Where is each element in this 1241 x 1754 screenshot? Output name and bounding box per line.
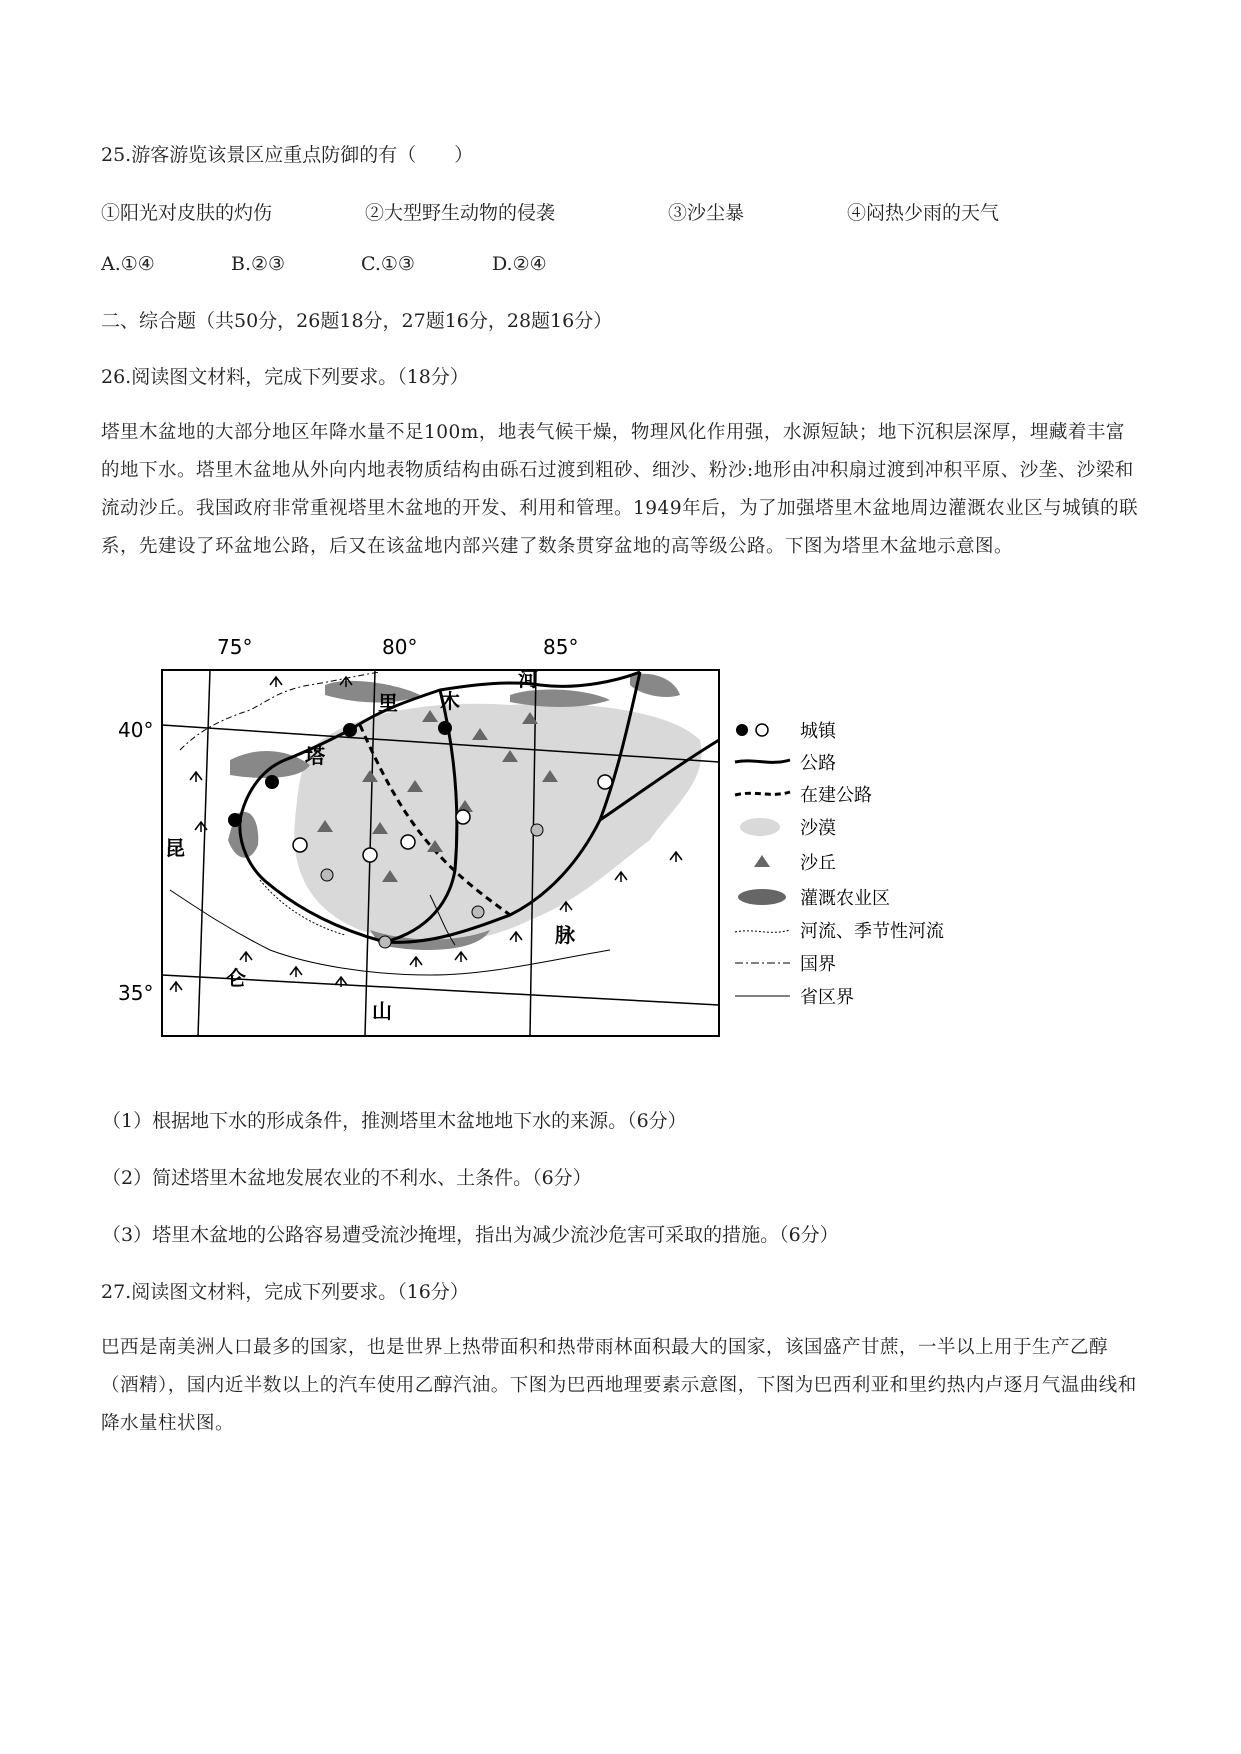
q26-sub-3: （3）塔里木盆地的公路容易遭受流沙掩埋，指出为减少流沙危害可采取的措施。（6分） <box>102 1224 839 1246</box>
q25-item-1: ①阳光对皮肤的灼伤 <box>101 202 273 224</box>
q25-item-4: ④闷热少雨的天气 <box>847 202 1000 224</box>
place-char-mai: 脉 <box>555 923 575 947</box>
place-char-li: 里 <box>378 691 398 715</box>
legend-province-border: 省区界 <box>800 987 854 1008</box>
tarim-basin-map <box>110 630 1010 1050</box>
place-char-lun: 仑 <box>226 966 246 990</box>
q25-item-2: ②大型野生动物的侵袭 <box>365 202 556 224</box>
place-char-kun: 昆 <box>165 836 185 860</box>
q25-stem: 25.游客游览该景区应重点防御的有（ ） <box>101 144 474 166</box>
q25-item-3: ③沙尘暴 <box>668 202 745 224</box>
lat-35-label: 35° <box>118 981 154 1005</box>
legend-road-construction: 在建公路 <box>800 785 872 806</box>
q27-material: 巴西是南美洲人口最多的国家，也是世界上热带面积和热带雨林面积最大的国家，该国盛产甘蔗，一半以上用于生产乙醇（酒精），国内近半数以上的汽车使用乙醇汽油。下图为巴西地理要素示意图，下图为巴西利亚和里约热内卢逐月气温曲线和降水量柱状图。 <box>101 1337 1137 1434</box>
legend-national-border: 国界 <box>800 954 836 975</box>
legend-road: 公路 <box>800 753 836 774</box>
q25-choice-c: C.①③ <box>361 253 415 275</box>
lon-80-label: 80° <box>382 635 418 659</box>
legend-town: 城镇 <box>800 721 836 742</box>
place-char-he: 河 <box>518 667 538 691</box>
q25-choice-d: D.②④ <box>492 253 547 275</box>
lat-40-label: 40° <box>118 718 154 742</box>
place-char-mu: 木 <box>440 689 460 713</box>
q25-choice-a: A.①④ <box>101 253 155 275</box>
q26-material: 塔里木盆地的大部分地区年降水量不足100m，地表气候干燥，物理风化作用强，水源短缺；地下沉积层深厚，埋藏着丰富的地下水。塔里木盆地从外向内地表物质结构由砾石过渡到粗砂、细沙、粉沙:地形由冲积扇过渡到冲积平原、沙垄、沙梁和流动沙丘。我国政府非常重视塔里木盆地的开发、利用和管理。1949年后，为了加强塔里木盆地周边灌溉农业区与城镇的联系，先建设了环盆地公路，后又在该盆地内部兴建了数条贯穿盆地的高等级公路。下图为塔里木盆地示意图。 <box>101 422 1139 557</box>
section-heading: 二、综合题（共50分，26题18分，27题16分，28题16分） <box>101 310 613 332</box>
q25-choice-b: B.②③ <box>231 253 286 275</box>
place-char-ta: 塔 <box>305 744 325 768</box>
place-char-shan: 山 <box>372 999 392 1023</box>
q26-sub-2: （2）简述塔里木盆地发展农业的不利水、土条件。（6分） <box>102 1167 592 1189</box>
legend-dune: 沙丘 <box>800 853 836 874</box>
legend-irrigated: 灌溉农业区 <box>800 888 890 909</box>
legend-river: 河流、季节性河流 <box>800 921 944 942</box>
map-legend <box>735 721 944 1008</box>
legend-desert: 沙漠 <box>800 818 836 839</box>
q26-stem: 26.阅读图文材料，完成下列要求。（18分） <box>101 366 469 388</box>
lon-75-label: 75° <box>217 635 253 659</box>
q26-sub-1: （1）根据地下水的形成条件，推测塔里木盆地地下水的来源。（6分） <box>102 1110 687 1132</box>
q27-stem: 27.阅读图文材料，完成下列要求。（16分） <box>101 1281 469 1303</box>
lon-85-label: 85° <box>543 635 579 659</box>
